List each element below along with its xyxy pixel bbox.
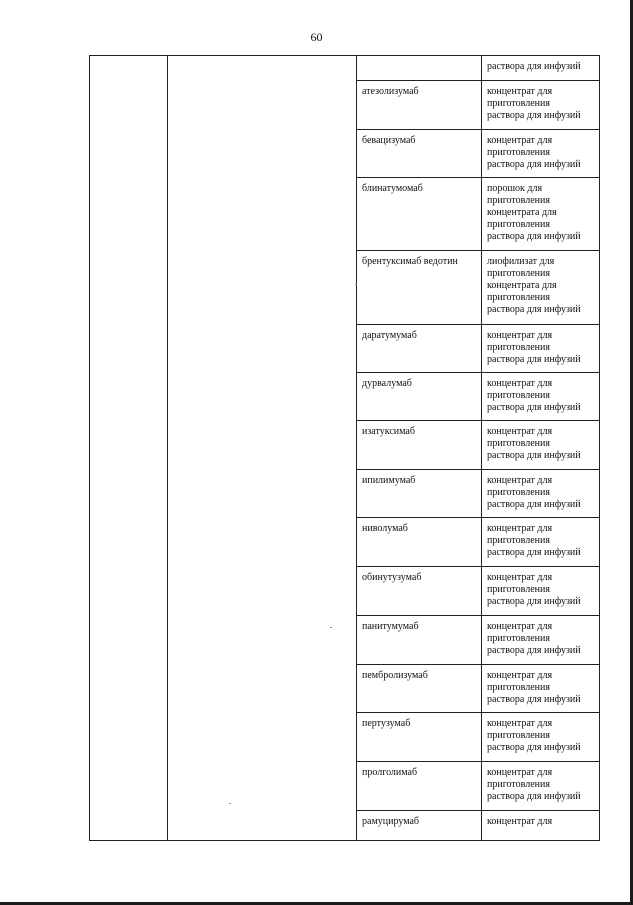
dosage-form-line: приготовления <box>487 390 550 401</box>
drug-name-cell: изатуксимаб <box>357 421 482 470</box>
dosage-form-line: концентрат для <box>487 523 553 534</box>
drug-name-cell: брентуксимаб ведотин <box>357 251 482 325</box>
dosage-form-line: концентрат для <box>487 426 553 437</box>
dosage-form-cell <box>482 470 600 518</box>
dosage-form-line: приготовления <box>487 195 550 206</box>
drug-name-cell <box>357 56 482 81</box>
dosage-form-line: концентрат для <box>487 572 553 583</box>
dosage-form-line: раствора для инфузий <box>487 402 581 413</box>
drug-name-cell: ипилимумаб <box>357 470 482 518</box>
dosage-form-cell <box>482 178 600 251</box>
scan-speck <box>330 627 332 628</box>
dosage-form-cell <box>482 325 600 373</box>
drug-name-cell: рамуцирумаб <box>357 811 482 841</box>
dosage-form-cell <box>482 56 600 81</box>
dosage-form-cell <box>482 251 600 325</box>
dosage-form-cell <box>482 616 600 665</box>
dosage-form-cell <box>482 713 600 762</box>
dosage-form-line: раствора для инфузий <box>487 791 581 802</box>
group-name-cell <box>168 56 357 841</box>
dosage-form-line: приготовления <box>487 268 550 279</box>
dosage-form-cell <box>482 665 600 713</box>
drug-name-cell: бевацизумаб <box>357 130 482 178</box>
dosage-form-cell <box>482 811 600 841</box>
drug-name-cell: пролголимаб <box>357 762 482 811</box>
dosage-form-line: приготовления <box>487 292 550 303</box>
dosage-form-line: концентрат для <box>487 718 553 729</box>
page-number: 60 <box>310 30 323 44</box>
drug-name-cell: обинутузумаб <box>357 567 482 616</box>
dosage-form-line: раствора для инфузий <box>487 742 581 753</box>
dosage-form-line: приготовления <box>487 779 550 790</box>
dosage-form-line: концентрата для <box>487 280 557 291</box>
dosage-form-line: приготовления <box>487 147 550 158</box>
dosage-form-line: раствора для инфузий <box>487 231 581 242</box>
dosage-form-line: раствора для инфузий <box>487 304 581 315</box>
dosage-form-line: приготовления <box>487 98 550 109</box>
drug-name-cell: блинатумомаб <box>357 178 482 251</box>
dosage-form-line: концентрат для <box>487 621 553 632</box>
dosage-form-cell <box>482 130 600 178</box>
drug-name-cell: пертузумаб <box>357 713 482 762</box>
dosage-form-line: приготовления <box>487 219 550 230</box>
dosage-form-line: приготовления <box>487 438 550 449</box>
dosage-form-cell <box>482 518 600 567</box>
scan-speck <box>229 803 231 804</box>
dosage-form-line: лиофилизат для <box>487 256 555 267</box>
dosage-form-line: раствора для инфузий <box>487 61 581 72</box>
dosage-form-line: приготовления <box>487 682 550 693</box>
drug-name-cell: пембролизумаб <box>357 665 482 713</box>
dosage-form-line: раствора для инфузий <box>487 499 581 510</box>
dosage-form-line: порошок для <box>487 183 543 194</box>
drug-name-cell: атезолизумаб <box>357 81 482 130</box>
dosage-form-line: раствора для инфузий <box>487 694 581 705</box>
dosage-form-line: приготовления <box>487 584 550 595</box>
drug-table <box>89 55 600 841</box>
dosage-form-line: приготовления <box>487 487 550 498</box>
drug-name-cell: дурвалумаб <box>357 373 482 421</box>
dosage-form-line: раствора для инфузий <box>487 547 581 558</box>
dosage-form-line: концентрат для <box>487 670 553 681</box>
table-row <box>90 56 600 81</box>
dosage-form-cell <box>482 421 600 470</box>
dosage-form-line: концентрат для <box>487 330 553 341</box>
drug-name-cell: панитумумаб <box>357 616 482 665</box>
dosage-form-line: приготовления <box>487 730 550 741</box>
dosage-form-line: концентрат для <box>487 86 553 97</box>
dosage-form-line: концентрата для <box>487 207 557 218</box>
dosage-form-line: раствора для инфузий <box>487 354 581 365</box>
dosage-form-line: раствора для инфузий <box>487 159 581 170</box>
drug-name-cell: ниволумаб <box>357 518 482 567</box>
dosage-form-line: концентрат для <box>487 816 553 827</box>
dosage-form-line: раствора для инфузий <box>487 645 581 656</box>
dosage-form-line: приготовления <box>487 342 550 353</box>
dosage-form-cell <box>482 567 600 616</box>
table-body <box>90 56 600 841</box>
dosage-form-line: концентрат для <box>487 475 553 486</box>
dosage-form-line: концентрат для <box>487 767 553 778</box>
dosage-form-line: концентрат для <box>487 135 553 146</box>
dosage-form-cell <box>482 762 600 811</box>
scan-speck <box>355 284 357 285</box>
dosage-form-cell <box>482 81 600 130</box>
dosage-form-line: концентрат для <box>487 378 553 389</box>
group-code-cell <box>90 56 168 841</box>
dosage-form-cell <box>482 373 600 421</box>
drug-name-cell: даратумумаб <box>357 325 482 373</box>
dosage-form-line: раствора для инфузий <box>487 110 581 121</box>
dosage-form-line: раствора для инфузий <box>487 450 581 461</box>
dosage-form-line: приготовления <box>487 633 550 644</box>
dosage-form-line: раствора для инфузий <box>487 596 581 607</box>
dosage-form-line: приготовления <box>487 535 550 546</box>
